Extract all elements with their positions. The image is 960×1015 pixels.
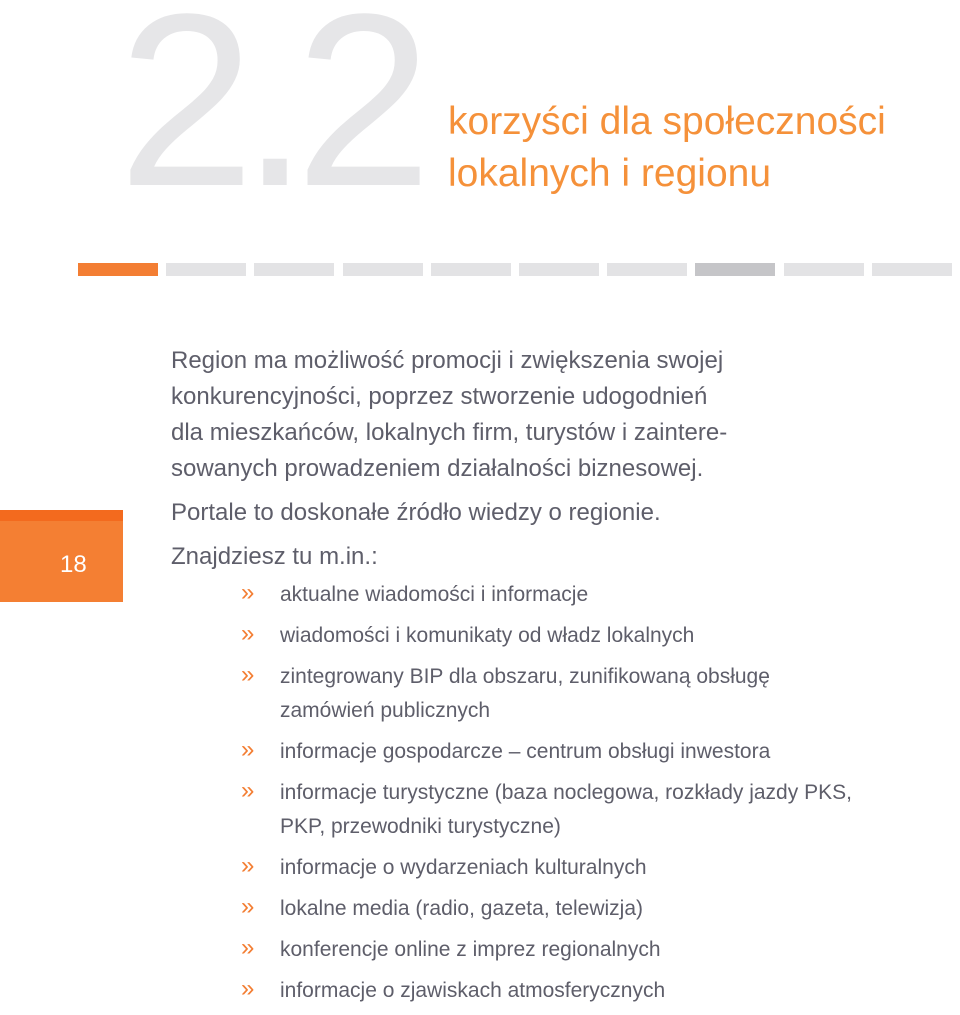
progress-segment [784,263,864,276]
bullet-marker-icon: » [241,736,255,763]
list-item [242,892,957,926]
list-item [242,619,957,653]
list-item-line: zintegrowany BIP dla obszaru, zunifikowaną obsługę [280,665,770,688]
section-title-line-1: korzyści dla społeczności [448,100,886,143]
list-item-line: konferencje online z imprez regionalnych [280,938,661,961]
list-item-line: informacje gospodarcze – centrum obsługi inwestora [280,740,771,763]
list-item [242,776,957,844]
portals-sentence: Portale to doskonałe źródło wiedzy o regionie. [171,499,661,526]
find-sentence: Znajdziesz tu m.in.: [171,543,378,570]
section-title-line-2: lokalnych i regionu [448,152,772,195]
progress-segment [519,263,599,276]
list-item-text [280,735,957,769]
list-item-line: zamówień publicznych [280,699,491,722]
list-item-text [280,974,957,1008]
bullet-marker-icon: » [241,893,255,920]
list-item-text [280,660,957,728]
list-item-line: informacje o zjawiskach atmosferycznych [280,979,666,1002]
list-item-line: informacje o wydarzeniach kulturalnych [280,856,647,879]
section-title [448,96,953,200]
list-item [242,933,957,967]
bullet-marker-icon: » [241,620,255,647]
progress-segment [695,263,775,276]
list-item [242,578,957,612]
list-item [242,851,957,885]
list-item-line: aktualne wiadomości i informacje [280,583,589,606]
progress-segment [343,263,423,276]
section-progress-bar [78,263,952,276]
list-item-text [280,892,957,926]
feature-list [242,578,957,1015]
progress-segment [431,263,511,276]
page-number: 18 [60,551,87,578]
list-item [242,660,957,728]
progress-segment [607,263,687,276]
list-item-line: informacje turystyczne (baza noclegowa, rozkłady jazdy PKS, [280,781,852,804]
intro-paragraph [171,343,951,487]
bullet-marker-icon: » [241,777,255,804]
intro-line-4: sowanych prowadzeniem działalności biznesowej. [171,455,704,482]
intro-line-1: Region ma możliwość promocji i zwiększenia swojej [171,347,724,374]
list-item-line: lokalne media (radio, gazeta, telewizja) [280,897,644,920]
list-item-text [280,578,957,612]
intro-line-2: konkurencyjności, poprzez stworzenie udogodnień [171,383,708,410]
progress-segment [872,263,952,276]
progress-segment [166,263,246,276]
intro-line-3: dla mieszkańców, lokalnych firm, turystów i zaintere- [171,419,728,446]
list-item-text [280,933,957,967]
list-item [242,735,957,769]
list-item-line: PKP, przewodniki turystyczne) [280,815,561,838]
bullet-marker-icon: » [241,975,255,1002]
list-item-text [280,851,957,885]
progress-segment-active [78,263,158,276]
bullet-marker-icon: » [241,934,255,961]
list-item [242,974,957,1008]
page-number-badge [0,510,123,602]
bullet-marker-icon: » [241,579,255,606]
section-number: 2.2 [118,0,418,238]
bullet-marker-icon: » [241,852,255,879]
bullet-marker-icon: » [241,661,255,688]
list-item-text [280,776,957,844]
progress-segment [254,263,334,276]
list-item-text [280,619,957,653]
list-item-line: wiadomości i komunikaty od władz lokalnych [280,624,695,647]
intro-text [171,343,951,575]
